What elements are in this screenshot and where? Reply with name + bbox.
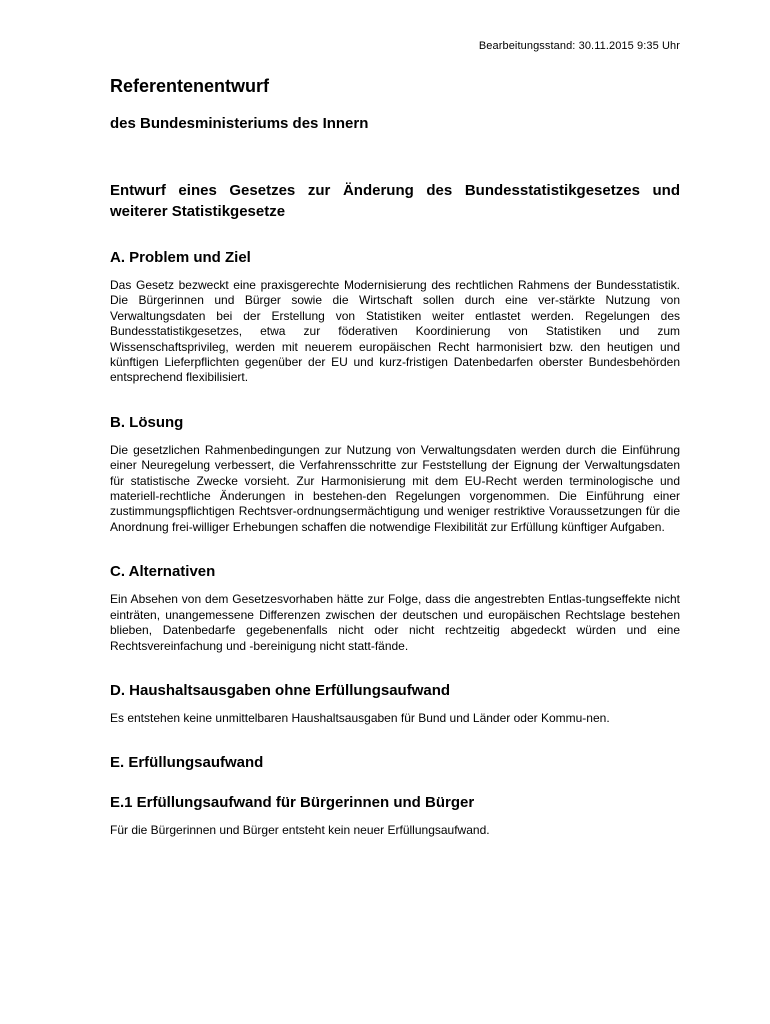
section-heading: E. Erfüllungsaufwand <box>110 754 264 772</box>
document-body <box>110 76 680 867</box>
section-e1-buergerinnen-und-buerger <box>110 794 680 838</box>
section-a-problem-und-ziel <box>110 249 680 386</box>
section-text: Ein Absehen von dem Gesetzesvorhaben hätte zur Folge, dass die angestrebten Entlas-tungseffekte nicht einträten, unangemessene Differenzen zwischen der deutschen und europäischen Rechtslage bestehen blieben, Datenbedarfe gegebenenfalls nicht oder nicht rechtzeitig abgedeckt würden und eine Rechtsvereinfachung und -bereinigung nicht statt-fände. <box>110 592 680 653</box>
law-title: Entwurf eines Gesetzes zur Änderung des Bundesstatistikgesetzes und weiterer Statistikgesetze <box>110 182 680 220</box>
section-heading: D. Haushaltsausgaben ohne Erfüllungsaufwand <box>110 681 451 699</box>
section-text: Es entstehen keine unmittelbaren Haushaltsausgaben für Bund und Länder oder Kommu-nen. <box>110 710 610 725</box>
section-text: Die gesetzlichen Rahmenbedingungen zur Nutzung von Verwaltungsdaten werden durch die Einführung einer Neuregelung verbessert, die Verfahrensschritte zur Feststellung der Eignung der Verwaltungsdaten für statistische Zwecke vorsieht. Zur Harmonisierung mit dem EU-Recht werden terminologische und materiell-rechtliche Änderungen in bestehen-den Regelungen vorgenommen. Die Einführung einer zustimmungspflichtigen Rechtsver-ordnungsermächtigung und weniger restriktive Voraussetzungen für die Anordnung frei-williger Erhebungen schaffen die notwendige Flexibilität zur Erfüllung künftiger Aufgaben. <box>110 442 680 534</box>
section-b-loesung <box>110 414 680 535</box>
document-subtitle: des Bundesministeriums des Innern <box>110 115 369 132</box>
section-text: Für die Bürgerinnen und Bürger entsteht kein neuer Erfüllungsaufwand. <box>110 823 490 838</box>
section-d-haushaltsausgaben <box>110 682 680 726</box>
section-heading: C. Alternativen <box>110 563 216 581</box>
section-e-erfuellungsaufwand <box>110 754 680 771</box>
section-text: Das Gesetz bezweckt eine praxisgerechte Modernisierung des rechtlichen Rahmens der Bundesstatistik. Die Bürgerinnen und Bürger sowie die Wirtschaft sollen durch eine ver-stärkte Nutzung von Verwaltungsdaten bei der Erstellung von Statistiken weiter entlastet werden. Regelungen des Bundesstatistikgesetzes, etwa zur föderativen Koordinierung von Statistiken und zum Wissenschaftsprivileg, werden mit neuerem europäischen Recht harmonisiert bzw. den heutigen und künftigen Lieferpflichten gegenüber der EU und kurz-fristigen Datenbedarfen oberster Bundesbehörden entsprechend flexibilisiert. <box>110 278 680 385</box>
section-heading: A. Problem und Ziel <box>110 249 251 266</box>
section-heading: E.1 Erfüllungsaufwand für Bürgerinnen und Bürger <box>110 794 475 812</box>
section-c-alternativen <box>110 563 680 654</box>
status-stamp: Bearbeitungsstand: 30.11.2015 9:35 Uhr <box>478 40 680 52</box>
section-heading: B. Lösung <box>110 413 184 431</box>
document-title: Referentenentwurf <box>110 76 270 96</box>
